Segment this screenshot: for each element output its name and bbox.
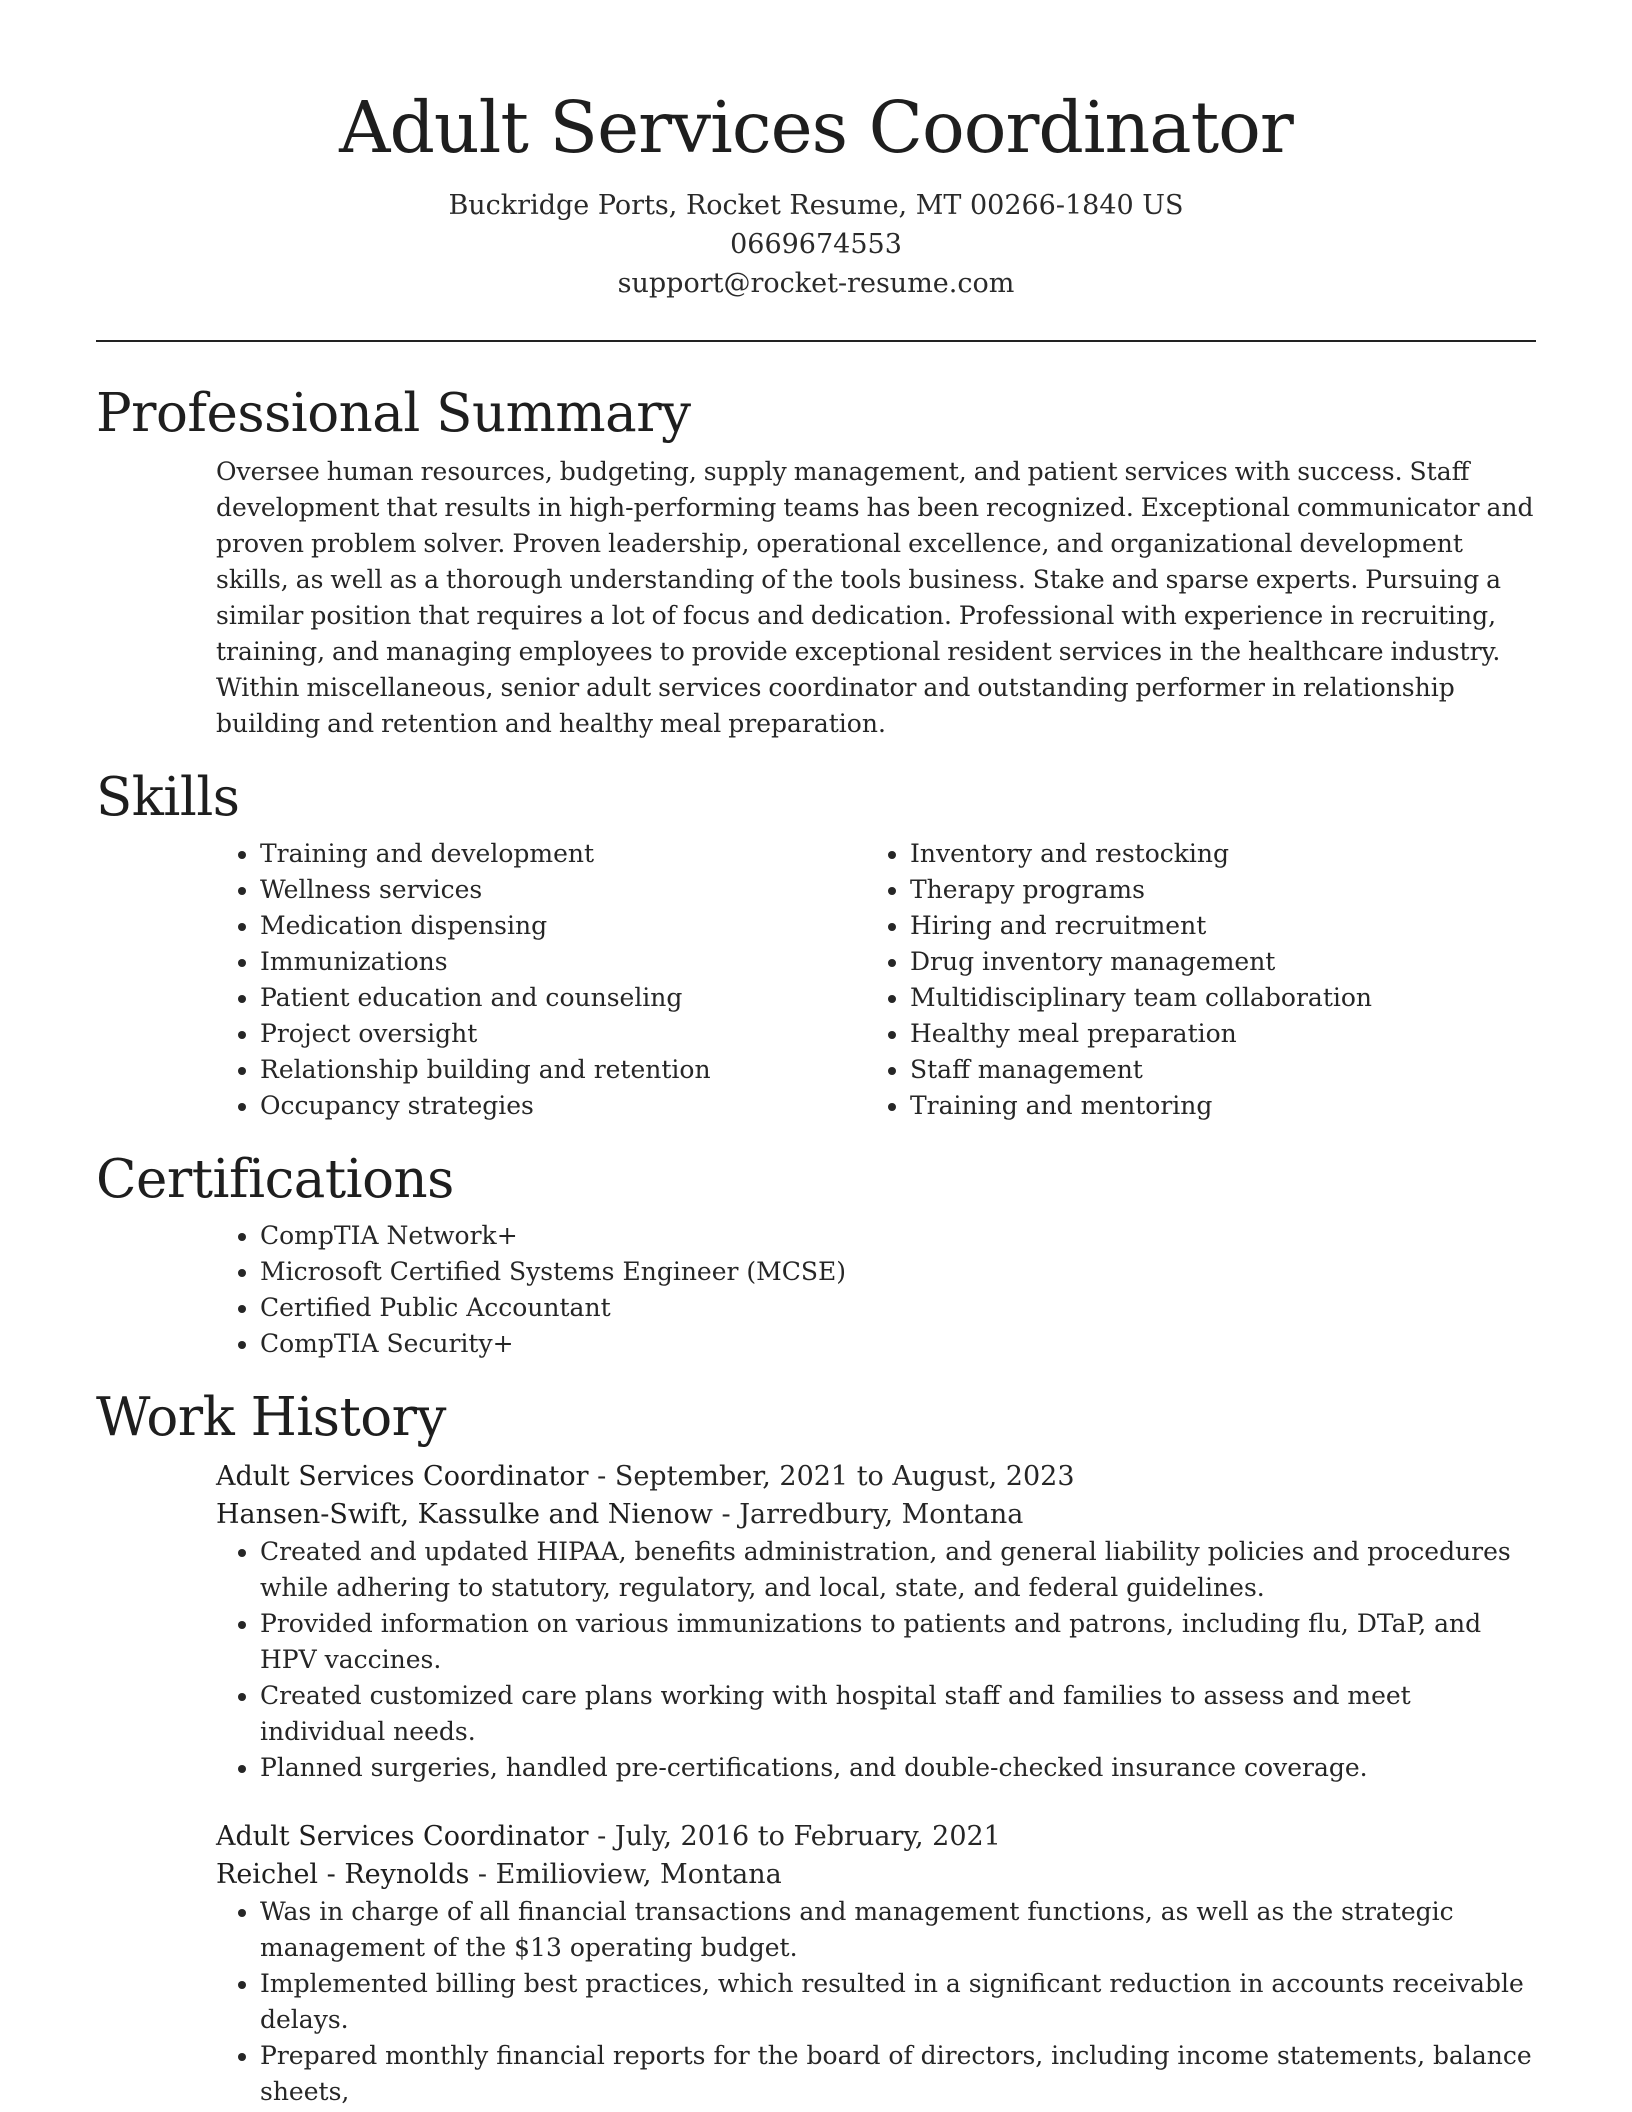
skill-item: • Project oversight (260, 1016, 866, 1052)
summary-text: Oversee human resources, budgeting, supply management, and patient services with success. Staff development that results in high-performing teams has been recognized. Exceptional communicator and proven problem solver. Proven leadership, operational excellence, and organizational development skills, as well as a thorough understanding of the tools business. Stake and sparse experts. Pursuing a similar position that requires a lot of focus and dedication. Professional with experience in recruiting, training, and managing employees to provide exceptional resident services in the healthcare industry. Within miscellaneous, senior adult services coordinator and outstanding performer in relationship building and retention and healthy meal preparation. (216, 457, 1534, 738)
certifications-heading: Certifications (96, 1149, 454, 1210)
skill-item: • Relationship building and retention (260, 1052, 866, 1088)
certifications-list (216, 1218, 1536, 1362)
header-divider (96, 340, 1536, 342)
job-duty: • Was in charge of all financial transactions and management functions, as well as the strategic management of the $13 operating budget. (260, 1894, 1536, 1966)
certification-item: • CompTIA Security+ (260, 1326, 1536, 1362)
work-history-section (96, 1386, 1536, 2110)
job-duty: • Created customized care plans working with hospital staff and families to assess and meet individual needs. (260, 1678, 1536, 1750)
job-role: Adult Services Coordinator (216, 1461, 589, 1492)
contact-block (96, 186, 1536, 303)
job-dates: - July, 2016 to February, 2021 (588, 1821, 1001, 1852)
skills-list-left (216, 836, 866, 1124)
job-duty: • Provided information on various immunizations to patients and patrons, including flu, DTaP, and HPV vaccines. (260, 1606, 1536, 1678)
resume-page (96, 0, 1536, 2110)
job-dates: - September, 2021 to August, 2023 (588, 1461, 1075, 1492)
certification-item: • CompTIA Network+ (260, 1218, 1536, 1254)
resume-name: Adult Services Coordinator (339, 86, 1293, 169)
job-location: - Jarredbury, Montana (712, 1499, 1024, 1530)
skill-item: • Wellness services (260, 872, 866, 908)
job-company: Hansen-Swift, Kassulke and Nienow (216, 1499, 713, 1530)
skills-section (96, 766, 1536, 1124)
certification-item: • Certified Public Accountant (260, 1290, 1536, 1326)
skills-heading: Skills (96, 767, 240, 828)
job-duty: • Implemented billing best practices, which resulted in a significant reduction in accounts receivable delays. (260, 1966, 1536, 2038)
contact-email: support@rocket-resume.com (617, 268, 1015, 299)
job-company-line (216, 1496, 1536, 1534)
job-role: Adult Services Coordinator (216, 1821, 589, 1852)
skill-item: • Occupancy strategies (260, 1088, 866, 1124)
summary-section (96, 382, 1536, 742)
contact-address: Buckridge Ports, Rocket Resume, MT 00266-1840 US (448, 190, 1184, 221)
job-title-line (216, 1458, 1536, 1496)
skill-item: • Drug inventory management (910, 944, 1516, 980)
certification-item: • Microsoft Certified Systems Engineer (MCSE) (260, 1254, 1536, 1290)
skill-item: • Immunizations (260, 944, 866, 980)
skill-item: • Multidisciplinary team collaboration (910, 980, 1516, 1016)
skill-item: • Training and mentoring (910, 1088, 1516, 1124)
skill-item: • Patient education and counseling (260, 980, 866, 1016)
job-duties-list (216, 1534, 1536, 1786)
skill-item: • Medication dispensing (260, 908, 866, 944)
work-history-heading: Work History (96, 1387, 446, 1448)
job-company-line (216, 1856, 1536, 1894)
job-duty: • Planned surgeries, handled pre-certifications, and double-checked insurance coverage. (260, 1750, 1536, 1786)
skills-list-right (866, 836, 1516, 1124)
certifications-section (96, 1148, 1536, 1362)
job-company: Reichel - Reynolds (216, 1859, 470, 1890)
job-duties-list (216, 1894, 1536, 2110)
job-title-line (216, 1818, 1536, 1856)
skill-item: • Inventory and restocking (910, 836, 1516, 872)
job-duty: • Created and updated HIPAA, benefits administration, and general liability policies and procedures while adhering to statutory, regulatory, and local, state, and federal guidelines. (260, 1534, 1536, 1606)
job-location: - Emilioview, Montana (469, 1859, 782, 1890)
skill-item: • Healthy meal preparation (910, 1016, 1516, 1052)
contact-phone: 0669674553 (730, 229, 902, 260)
skill-item: • Therapy programs (910, 872, 1516, 908)
job-entry (216, 1818, 1536, 2110)
job-duty: • Prepared monthly financial reports for the board of directors, including income statements, balance sheets, (260, 2038, 1536, 2110)
job-entry (216, 1458, 1536, 1786)
skill-item: • Staff management (910, 1052, 1516, 1088)
skill-item: • Training and development (260, 836, 866, 872)
skill-item: • Hiring and recruitment (910, 908, 1516, 944)
summary-heading: Professional Summary (96, 383, 691, 444)
